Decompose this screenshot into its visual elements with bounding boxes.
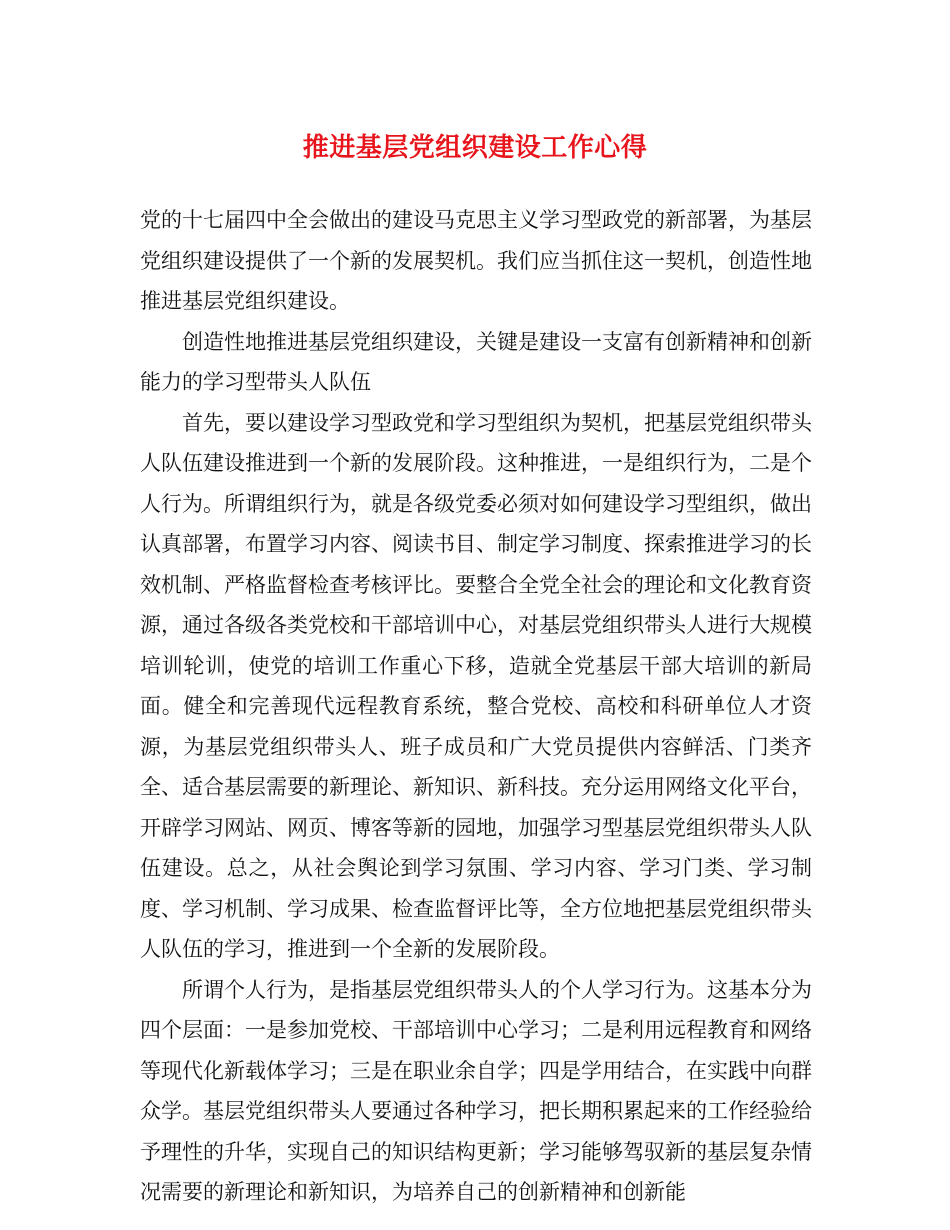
document-title: 推进基层党组织建设工作心得 xyxy=(302,133,648,163)
paragraph-4: 所谓个人行为，是指基层党组织带头人的个人学习行为。这基本分为四个层面：一是参加党校、干部培训中心学习；二是利用远程教育和网络等现代化新载体学习；三是在职业余自学；四是学用结合，在实践中向群众学。基层党组织带头人要通过各种学习，把长期积累起来的工作经验给予理性的升华，实现自己的知识结构更新；学习能够驾驭新的基层复杂情况需要的新理论和新知识，为培养自己的创新精神和创新能 xyxy=(140,977,812,1204)
paragraph-2: 创造性地推进基层党组织建设，关键是建设一支富有创新精神和创新能力的学习型带头人队伍 xyxy=(140,329,812,394)
document-body xyxy=(140,200,812,1213)
paragraph-1: 党的十七届四中全会做出的建设马克思主义学习型政党的新部署，为基层党组织建设提供了一个新的发展契机。我们应当抓住这一契机，创造性地推进基层党组织建设。 xyxy=(140,208,812,313)
paragraph-3: 首先，要以建设学习型政党和学习型组织为契机，把基层党组织带头人队伍建设推进到一个新的发展阶段。这种推进，一是组织行为，二是个人行为。所谓组织行为，就是各级党委必须对如何建设学习型组织，做出认真部署，布置学习内容、阅读书目、制定学习制度、探索推进学习的长效机制、严格监督检查考核评比。要整合全党全社会的理论和文化教育资源，通过各级各类党校和干部培训中心，对基层党组织带头人进行大规模培训轮训，使党的培训工作重心下移，造就全党基层干部大培训的新局面。健全和完善现代远程教育系统，整合党校、高校和科研单位人才资源，为基层党组织带头人、班子成员和广大党员提供内容鲜活、门类齐全、适合基层需要的新理论、新知识、新科技。充分运用网络文化平台，开辟学习网站、网页、博客等新的园地，加强学习型基层党组织带头人队伍建设。总之，从社会舆论到学习氛围、学习内容、学习门类、学习制度、学习机制、学习成果、检查监督评比等，全方位地把基层党组织带头人队伍的学习，推进到一个全新的发展阶段。 xyxy=(140,410,812,961)
